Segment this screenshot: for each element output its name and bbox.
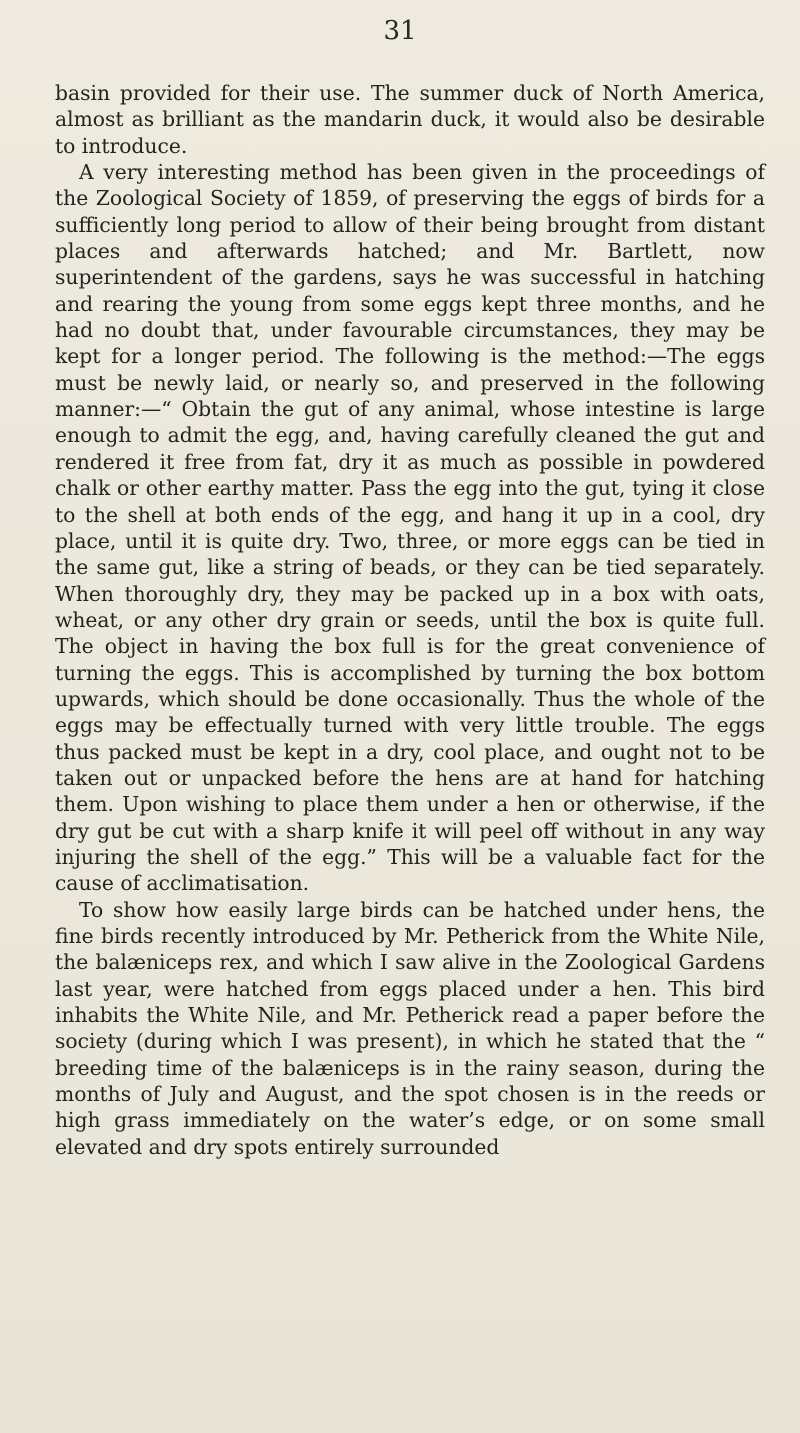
body-text [55,80,765,1160]
page-number: 31 [383,16,417,46]
paragraph-2: A very interesting method has been given in the proceedings of the Zoological Society of 1859, of preserving the eggs of birds for a sufficiently long period to allow of their being brought from distant places and afterwards hatched; and Mr. Bartlett, now superintendent of the gardens, says he was successful in hatching and rearing the young from some eggs kept three months, and he had no doubt that, under favourable circumstances, they may be kept for a longer period. The following is the method:—The eggs must be newly laid, or nearly so, and preserved in the following manner:—“ Obtain the gut of any animal, whose intestine is large enough to admit the egg, and, having carefully cleaned the gut and rendered it free from fat, dry it as much as possible in powdered chalk or other earthy matter. Pass the egg into the gut, tying it close to the shell at both ends of the egg, and hang it up in a cool, dry place, until it is quite dry. Two, three, or more eggs can be tied in the same gut, like a string of beads, or they can be tied separately. When thoroughly dry, they may be packed up in a box with oats, wheat, or any other dry grain or seeds, until the box is quite full. The object in having the box full is for the great convenience of turning the eggs. This is accomplished by turning the box bottom upwards, which should be done occasionally. Thus the whole of the eggs may be effectually turned with very little trouble. The eggs thus packed must be kept in a dry, cool place, and ought not to be taken out or unpacked before the hens are at hand for hatching them. Upon wishing to place them under a hen or otherwise, if the dry gut be cut with a sharp knife it will peel off without in any way injuring the shell of the egg.” This will be a valuable fact for the cause of acclimatisation. [55,160,765,896]
paragraph-1: basin provided for their use. The summer duck of North America, almost as brilliant as the mandarin duck, it would also be desirable to introduce. [55,81,765,158]
paragraph-3: To show how easily large birds can be hatched under hens, the fine birds recently introduced by Mr. Petherick from the White Nile, the balæniceps rex, and which I saw alive in the Zoological Gardens last year, were hatched from eggs placed under a hen. This bird inhabits the White Nile, and Mr. Petherick read a paper before the society (during which I was present), in which he stated that the “ breeding time of the balæniceps is in the rainy season, during the months of July and August, and the spot chosen is in the reeds or high grass immediately on the water’s edge, or on some small elevated and dry spots entirely surrounded [55,897,765,1159]
